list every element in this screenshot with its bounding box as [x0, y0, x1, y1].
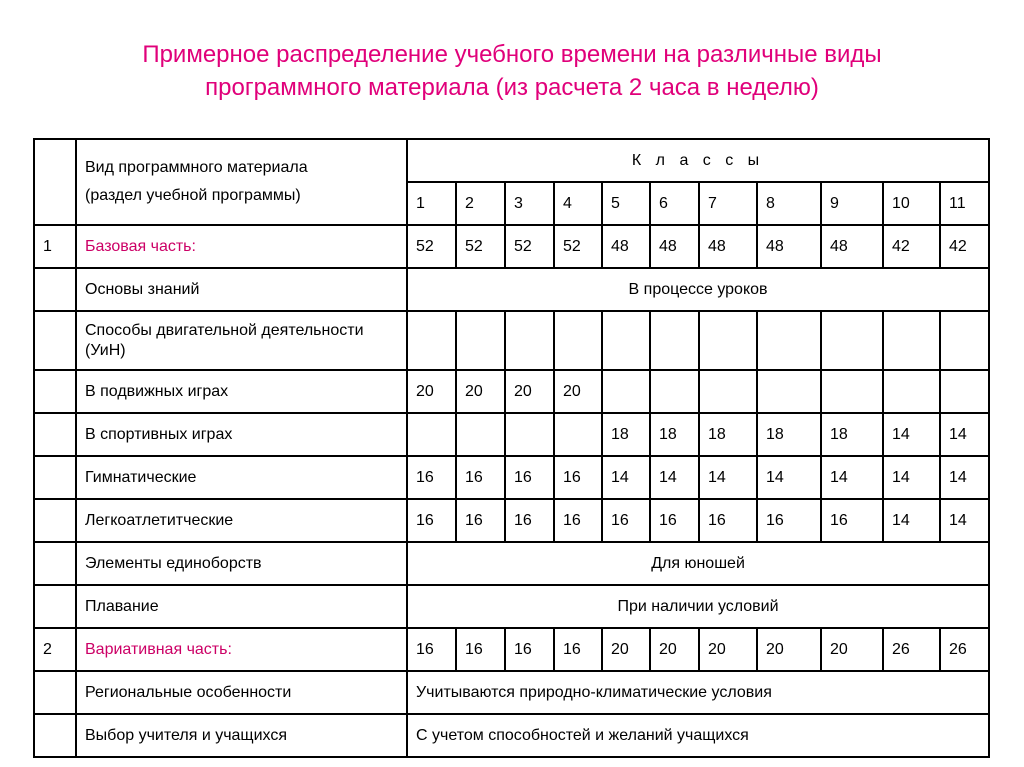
- value-cell: 16: [407, 499, 456, 542]
- row-mobile-games: [34, 370, 989, 413]
- value-cell: 48: [602, 225, 650, 268]
- value-cell: [505, 413, 554, 456]
- value-cell: 16: [554, 628, 602, 671]
- row-motor: [34, 311, 989, 370]
- value-cell: 48: [650, 225, 699, 268]
- empty-cell: [505, 311, 554, 370]
- value-cell: 48: [699, 225, 757, 268]
- row-index: [34, 456, 76, 499]
- header-classes: К л а с с ы: [407, 139, 989, 182]
- empty-cell: [940, 311, 989, 370]
- value-cell: 16: [456, 456, 505, 499]
- empty-cell: [554, 311, 602, 370]
- value-cell: 16: [456, 628, 505, 671]
- grade-8: 8: [757, 182, 821, 225]
- value-cell: 16: [505, 628, 554, 671]
- row-index: [34, 311, 76, 370]
- row-label: Элементы единоборств: [76, 542, 407, 585]
- value-cell: 20: [821, 628, 883, 671]
- grade-11: 11: [940, 182, 989, 225]
- value-cell: 16: [505, 456, 554, 499]
- value-cell: 14: [940, 456, 989, 499]
- value-cell: 14: [699, 456, 757, 499]
- title-line-1: Примерное распределение учебного времени на различные виды: [142, 41, 882, 68]
- row-label: Региональные особенности: [76, 671, 407, 714]
- empty-cell: [456, 311, 505, 370]
- value-cell: 52: [407, 225, 456, 268]
- row-label: Плавание: [76, 585, 407, 628]
- value-cell: 14: [940, 499, 989, 542]
- value-cell: [883, 370, 940, 413]
- row-index: [34, 370, 76, 413]
- value-cell: 18: [602, 413, 650, 456]
- value-cell: 18: [699, 413, 757, 456]
- header-material-cell: [76, 139, 407, 225]
- value-cell: 20: [456, 370, 505, 413]
- row-index: [34, 542, 76, 585]
- value-cell: [650, 370, 699, 413]
- value-cell: 26: [883, 628, 940, 671]
- value-cell: 42: [883, 225, 940, 268]
- empty-cell: [883, 311, 940, 370]
- grade-2: 2: [456, 182, 505, 225]
- page-title: [0, 38, 1024, 104]
- row-label: В спортивных играх: [76, 413, 407, 456]
- value-cell: 20: [407, 370, 456, 413]
- value-cell: 52: [554, 225, 602, 268]
- row-athletics: [34, 499, 989, 542]
- value-cell: 18: [650, 413, 699, 456]
- value-cell: 20: [699, 628, 757, 671]
- row-label: Легкоатлетитческие: [76, 499, 407, 542]
- value-cell: [456, 413, 505, 456]
- grade-5: 5: [602, 182, 650, 225]
- value-cell: 14: [602, 456, 650, 499]
- row-index: [34, 413, 76, 456]
- row-label: Основы знаний: [76, 268, 407, 311]
- value-cell: 20: [757, 628, 821, 671]
- row-index: [34, 585, 76, 628]
- value-cell: 20: [650, 628, 699, 671]
- value-cell: 20: [602, 628, 650, 671]
- value-cell: 14: [821, 456, 883, 499]
- value-cell: 16: [456, 499, 505, 542]
- span-note: Учитываются природно-климатические условия: [407, 671, 989, 714]
- value-cell: 20: [554, 370, 602, 413]
- curriculum-table: [33, 138, 990, 758]
- span-note: С учетом способностей и желаний учащихся: [407, 714, 989, 757]
- value-cell: 14: [650, 456, 699, 499]
- grade-9: 9: [821, 182, 883, 225]
- row-label: Вариативная часть:: [76, 628, 407, 671]
- value-cell: 14: [757, 456, 821, 499]
- value-cell: 14: [883, 413, 940, 456]
- value-cell: [407, 413, 456, 456]
- value-cell: 48: [757, 225, 821, 268]
- title-line-2: программного материала (из расчета 2 часа в неделю): [205, 74, 819, 101]
- value-cell: 16: [650, 499, 699, 542]
- value-cell: [554, 413, 602, 456]
- row-index: [34, 671, 76, 714]
- value-cell: 52: [505, 225, 554, 268]
- row-choice: [34, 714, 989, 757]
- value-cell: 16: [821, 499, 883, 542]
- value-cell: 16: [554, 499, 602, 542]
- grade-1: 1: [407, 182, 456, 225]
- header-index-cell: [34, 139, 76, 225]
- row-sport-games: [34, 413, 989, 456]
- row-index: [34, 499, 76, 542]
- row-label: В подвижных играх: [76, 370, 407, 413]
- value-cell: 16: [554, 456, 602, 499]
- grade-4: 4: [554, 182, 602, 225]
- value-cell: 16: [602, 499, 650, 542]
- header-material-line-1: Вид программного материала: [85, 159, 308, 176]
- value-cell: [757, 370, 821, 413]
- value-cell: [940, 370, 989, 413]
- empty-cell: [602, 311, 650, 370]
- empty-cell: [699, 311, 757, 370]
- span-note: В процессе уроков: [407, 268, 989, 311]
- row-index: 1: [34, 225, 76, 268]
- row-index: 2: [34, 628, 76, 671]
- row-base: [34, 225, 989, 268]
- value-cell: [602, 370, 650, 413]
- span-note: Для юношей: [407, 542, 989, 585]
- empty-cell: [821, 311, 883, 370]
- grade-6: 6: [650, 182, 699, 225]
- row-knowledge: [34, 268, 989, 311]
- value-cell: 14: [883, 456, 940, 499]
- row-label: Гимнатические: [76, 456, 407, 499]
- header-row-1: [34, 139, 989, 182]
- empty-cell: [757, 311, 821, 370]
- value-cell: [699, 370, 757, 413]
- value-cell: 18: [757, 413, 821, 456]
- value-cell: [821, 370, 883, 413]
- row-index: [34, 714, 76, 757]
- value-cell: 16: [757, 499, 821, 542]
- value-cell: 48: [821, 225, 883, 268]
- grade-7: 7: [699, 182, 757, 225]
- value-cell: 16: [407, 628, 456, 671]
- row-swimming: [34, 585, 989, 628]
- value-cell: 16: [699, 499, 757, 542]
- row-label: Базовая часть:: [76, 225, 407, 268]
- value-cell: 52: [456, 225, 505, 268]
- header-material-line-2: (раздел учебной программы): [85, 187, 301, 204]
- value-cell: 16: [407, 456, 456, 499]
- row-martial: [34, 542, 989, 585]
- value-cell: 26: [940, 628, 989, 671]
- grade-3: 3: [505, 182, 554, 225]
- empty-cell: [650, 311, 699, 370]
- empty-cell: [407, 311, 456, 370]
- row-label: Способы двигательной деятельности (УиН): [76, 311, 407, 370]
- row-gymnastics: [34, 456, 989, 499]
- row-label: Выбор учителя и учащихся: [76, 714, 407, 757]
- value-cell: 16: [505, 499, 554, 542]
- row-variative: [34, 628, 989, 671]
- value-cell: 14: [940, 413, 989, 456]
- grade-10: 10: [883, 182, 940, 225]
- value-cell: 14: [883, 499, 940, 542]
- value-cell: 20: [505, 370, 554, 413]
- value-cell: 42: [940, 225, 989, 268]
- span-note: При наличии условий: [407, 585, 989, 628]
- value-cell: 18: [821, 413, 883, 456]
- row-index: [34, 268, 76, 311]
- row-regional: [34, 671, 989, 714]
